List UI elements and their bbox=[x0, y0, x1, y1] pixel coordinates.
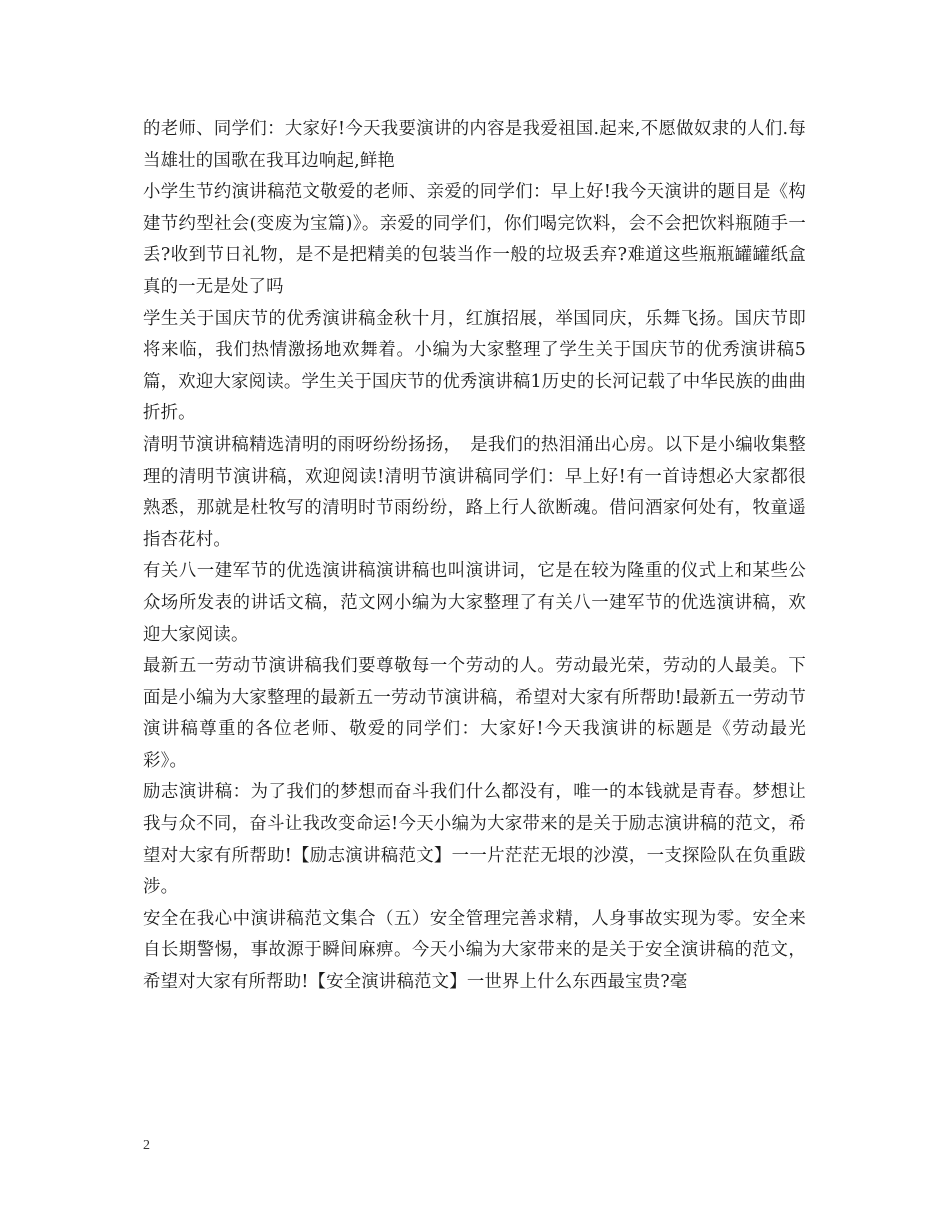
paragraph-7: 励志演讲稿：为了我们的梦想而奋斗我们什么都没有，唯一的本钱就是青春。梦想让我与众不同，奋斗让我改变命运!今天小编为大家带来的是关于励志演讲稿的范文，希望对大家有所帮助!【励志演讲稿范文】一一片茫茫无垠的沙漠，一支探险队在负重跋涉。 bbox=[143, 782, 806, 898]
paragraph-3: 学生关于国庆节的优秀演讲稿金秋十月，红旗招展，举国同庆，乐舞飞扬。国庆节即将来临，我们热情激扬地欢舞着。小编为大家整理了学生关于国庆节的优秀演讲稿5篇，欢迎大家阅读。学生关于国庆节的优秀演讲稿1历史的长河记载了中华民族的曲曲折折。 bbox=[143, 308, 806, 424]
paragraph-5: 有关八一建军节的优选演讲稿演讲稿也叫演讲词，它是在较为隆重的仪式上和某些公众场所发表的讲话文稿，范文网小编为大家整理了有关八一建军节的优选演讲稿，欢迎大家阅读。 bbox=[143, 561, 806, 645]
paragraph-4: 清明节演讲稿精选清明的雨呀纷纷扬扬， 是我们的热泪涌出心房。以下是小编收集整理的清明节演讲稿，欢迎阅读!清明节演讲稿同学们：早上好!有一首诗想必大家都很熟悉，那就是杜牧写的清明时节雨纷纷，路上行人欲断魂。借问酒家何处有，牧童遥指杏花村。 bbox=[143, 434, 806, 550]
page-number: 2 bbox=[143, 1138, 150, 1153]
document-body bbox=[143, 114, 806, 999]
paragraph-1: 的老师、同学们：大家好!今天我要演讲的内容是我爱祖国.起来,不愿做奴隶的人们.每当雄壮的国歌在我耳边响起,鲜艳 bbox=[143, 119, 806, 171]
paragraph-6: 最新五一劳动节演讲稿我们要尊敬每一个劳动的人。劳动最光荣，劳动的人最美。下面是小编为大家整理的最新五一劳动节演讲稿，希望对大家有所帮助!最新五一劳动节演讲稿尊重的各位老师、敬爱的同学们：大家好!今天我演讲的标题是《劳动最光彩》。 bbox=[143, 656, 806, 771]
paragraph-8: 安全在我心中演讲稿范文集合（五）安全管理完善求精，人身事故实现为零。安全来自长期警惕，事故源于瞬间麻痹。今天小编为大家带来的是关于安全演讲稿的范文，希望对大家有所帮助!【安全演讲稿范文】一世界上什么东西最宝贵?毫 bbox=[143, 908, 806, 993]
paragraph-2: 小学生节约演讲稿范文敬爱的老师、亲爱的同学们：早上好!我今天演讲的题目是《构建节约型社会(变废为宝篇)》。亲爱的同学们，你们喝完饮料，会不会把饮料瓶随手一丢?收到节日礼物，是不是把精美的包装当作一般的垃圾丢弃?难道这些瓶瓶罐罐纸盒真的一无是处了吗 bbox=[143, 182, 806, 297]
